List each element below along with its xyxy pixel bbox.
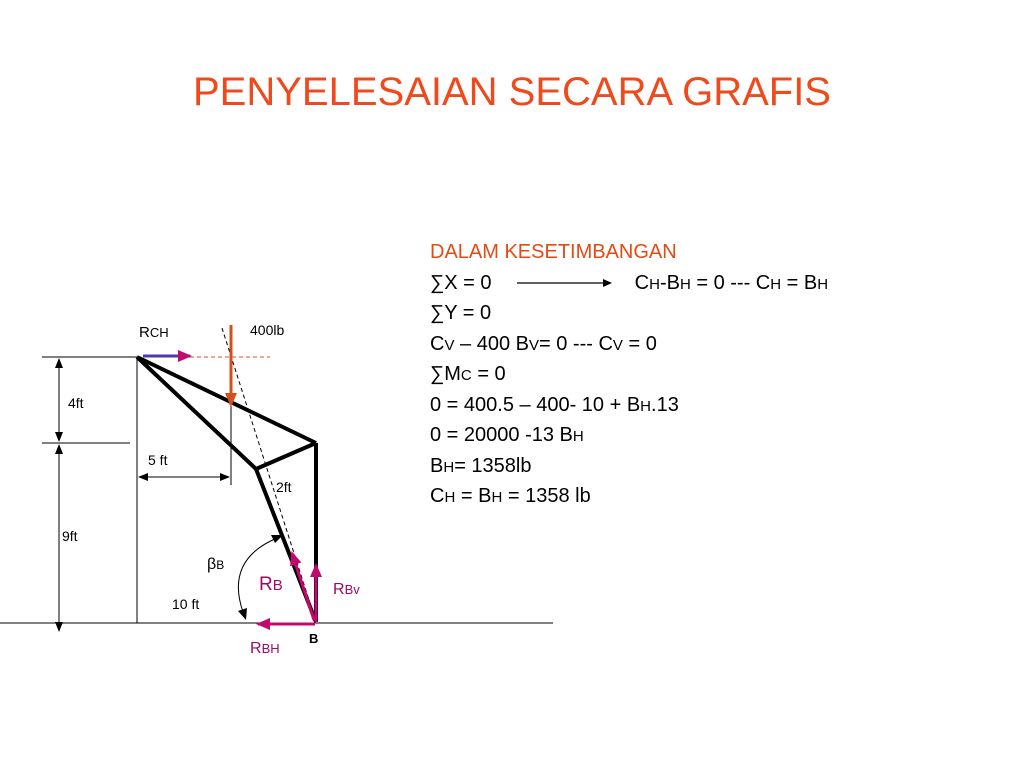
- equation-ch-result: CH = BH = 1358 lb: [430, 485, 591, 507]
- equations-heading: DALAM KESETIMBANGAN: [430, 241, 677, 263]
- label-4ft: 4ft: [68, 395, 84, 411]
- sum-x-left: ∑X = 0: [430, 271, 492, 294]
- label-9ft: 9ft: [62, 528, 78, 544]
- equation-bh-result: BH= 1358lb: [430, 454, 532, 477]
- label-rb: RB: [259, 574, 283, 595]
- label-5ft: 5 ft: [148, 452, 168, 468]
- label-2ft: 2ft: [276, 479, 292, 495]
- equation-sum-y: ∑Y = 0: [430, 302, 492, 324]
- equation-sum-x: ∑X = 0 CH-BH = 0 --- CH = BH: [430, 271, 829, 294]
- frame-member-upper: [137, 357, 316, 443]
- label-beta-b: βB: [207, 556, 225, 573]
- equation-vertical: CV – 400 BV= 0 --- CV = 0: [430, 332, 657, 355]
- label-10ft: 10 ft: [172, 596, 200, 612]
- label-rbv: RBv: [333, 581, 360, 598]
- equation-moment-simplified: 0 = 20000 -13 BH: [430, 424, 584, 446]
- angle-arc-arrowhead-bottom: [238, 608, 247, 620]
- label-rbh: RBH: [250, 640, 280, 657]
- label-rch: RCH: [139, 324, 169, 341]
- page-title: PENYELESAIAN SECARA GRAFIS: [193, 70, 831, 114]
- equation-moment-expanded: 0 = 400.5 – 400- 10 + BH.13: [430, 393, 679, 416]
- equation-moment: ∑MC = 0: [430, 363, 506, 385]
- label-load: 400lb: [250, 322, 285, 338]
- label-point-b: B: [309, 631, 319, 646]
- angle-arc-arrowhead-top: [271, 535, 283, 543]
- reaction-rb-arrow: [292, 553, 314, 620]
